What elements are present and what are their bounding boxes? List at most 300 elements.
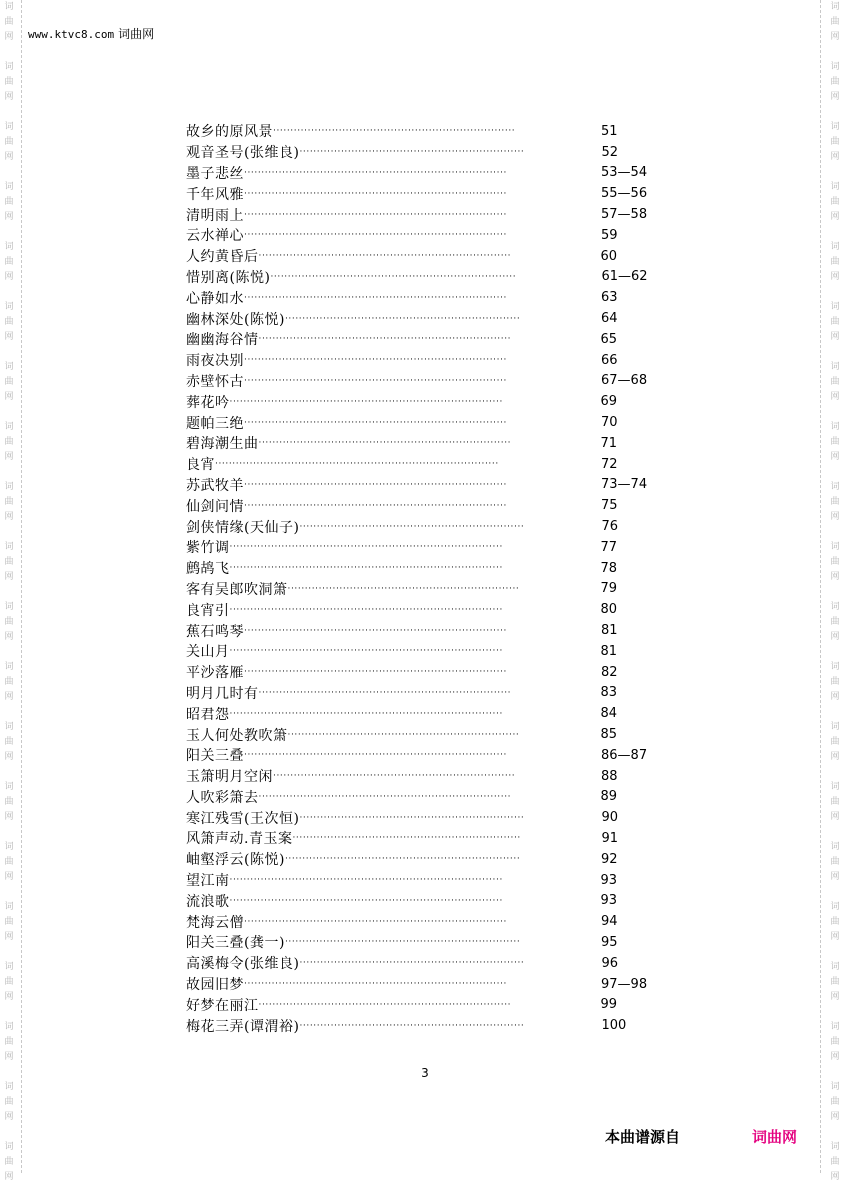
watermark-char: 词 [830,182,840,192]
toc-entry-title: 梅花三弄(谭渭裕) [186,1018,300,1035]
toc-entry[interactable] [186,890,666,911]
toc-dot-leader: ········································································· [258,438,512,449]
watermark-char: 词 [830,782,840,792]
watermark-char: 曲 [4,257,14,267]
toc-dot-leader: ············································································ [244,230,508,241]
watermark-char: 网 [4,392,14,402]
watermark-group [828,900,842,945]
toc-entry-page: 76 [601,519,618,535]
watermark-group [2,480,16,525]
toc-dot-leader: ································································· [299,812,525,823]
toc-dot-leader: ································································· [299,1020,525,1031]
toc-entry-title: 葬花吟 [186,394,230,411]
watermark-char: 词 [4,362,14,372]
toc-entry[interactable] [186,433,666,454]
left-margin-line [21,0,22,1173]
toc-dot-leader: ············································································ [244,625,508,636]
toc-entry-title: 千年风雅 [186,186,244,203]
watermark-char: 曲 [830,857,840,867]
watermark-char: 网 [4,212,14,222]
watermark-char: 词 [830,542,840,552]
watermark-char: 词 [830,662,840,672]
toc-dot-leader: ··································································· [287,583,520,594]
toc-dot-leader: ···································································· [284,313,521,324]
toc-entry-page: 72 [601,456,618,472]
toc-dot-leader: ···································································· [284,937,521,948]
toc-entry-page: 89 [600,789,618,805]
toc-entry[interactable] [186,620,666,641]
toc-entry-title: 阳关三叠 [186,748,244,765]
watermark-char: 网 [830,1052,840,1062]
toc-entry[interactable] [186,475,666,496]
toc-entry-page: 81 [601,623,618,639]
toc-dot-leader: ··············································································· [229,875,503,886]
toc-entry-page: 85 [600,727,618,742]
toc-dot-leader: ············································································ [244,500,508,511]
toc-dot-leader: ··············································································· [229,708,503,719]
toc-entry-title: 望江南 [186,873,230,890]
watermark-char: 曲 [830,1097,840,1107]
toc-entry-title: 清明雨上 [186,207,244,224]
watermark-char: 曲 [830,1037,840,1047]
watermark-char: 网 [4,572,14,582]
watermark-group [2,120,16,165]
toc-entry-page: 69 [600,394,618,410]
toc-entry[interactable] [186,911,666,932]
toc-entry[interactable] [186,849,666,870]
toc-entry[interactable] [186,204,666,225]
right-margin-line [820,0,821,1173]
toc-entry[interactable] [186,225,666,246]
watermark-group [2,60,16,105]
toc-entry-page: 93 [600,872,618,888]
watermark-char: 网 [4,92,14,102]
toc-entry-title: 故乡的原风景 [186,124,273,141]
watermark-char: 曲 [4,677,14,687]
toc-dot-leader: ·································································· [292,833,521,844]
watermark-char: 曲 [4,437,14,447]
watermark-char: 词 [830,242,840,252]
watermark-char: 网 [4,1172,14,1182]
toc-entry-page: 93 [600,893,618,909]
toc-entry-page: 66 [601,352,618,368]
toc-entry[interactable] [186,329,666,350]
toc-entry[interactable] [186,267,666,288]
toc-dot-leader: ············································································ [244,375,508,386]
toc-entry-page: 83 [600,685,618,701]
watermark-group [828,180,842,225]
toc-entry-title: 人约黄昏后 [186,249,259,266]
toc-entry-page: 60 [600,248,618,264]
toc-entry-title: 高溪梅令(张维良) [186,956,300,973]
toc-dot-leader: ············································································ [244,209,508,220]
toc-dot-leader: ············································································ [244,167,508,178]
toc-dot-leader: ············································································ [244,916,508,927]
watermark-group [828,120,842,165]
watermark-char: 曲 [830,617,840,627]
watermark-char: 网 [4,812,14,822]
toc-entry[interactable] [186,412,666,433]
toc-entry-title: 仙剑问情 [186,498,244,515]
toc-dot-leader: ··············································································· [229,396,503,407]
toc-entry-title: 云水禅心 [186,228,244,245]
watermark-group [2,960,16,1005]
watermark-char: 词 [4,1142,14,1152]
watermark-char: 曲 [4,197,14,207]
toc-entry-title: 蕉石鸣琴 [186,623,244,640]
watermark-char: 曲 [830,917,840,927]
watermark-char: 网 [830,992,840,1002]
watermark-char: 曲 [4,917,14,927]
toc-entry-title: 梵海云僧 [186,914,244,931]
toc-entry-title: 赤壁怀古 [186,373,244,390]
toc-entry[interactable] [186,495,666,516]
toc-entry-page: 59 [601,227,618,243]
watermark-char: 网 [830,872,840,882]
toc-entry[interactable] [186,683,666,704]
toc-entry-title: 好梦在丽江 [186,997,259,1014]
watermark-char: 曲 [4,857,14,867]
toc-entry[interactable] [186,599,666,620]
toc-entry-title: 幽幽海谷情 [186,332,259,349]
watermark-char: 词 [830,2,840,12]
watermark-char: 网 [4,512,14,522]
toc-entry-title: 良宵 [186,457,215,474]
toc-entry[interactable] [186,391,666,412]
watermark-char: 词 [4,962,14,972]
toc-dot-leader: ································································· [299,958,525,969]
toc-entry[interactable] [186,745,666,766]
toc-entry-page: 53—54 [601,165,648,181]
watermark-char: 网 [4,32,14,42]
watermark-group [2,660,16,705]
toc-entry-page: 64 [600,311,618,327]
watermark-char: 曲 [4,77,14,87]
toc-entry-title: 幽林深处(陈悦) [186,311,285,328]
toc-entry-page: 82 [601,664,618,680]
watermark-char: 曲 [830,977,840,987]
watermark-char: 网 [4,332,14,342]
watermark-group [828,720,842,765]
watermark-char: 网 [4,1052,14,1062]
watermark-char: 网 [830,632,840,642]
toc-entry-title: 平沙落雁 [186,665,244,682]
watermark-char: 词 [830,1022,840,1032]
watermark-char: 曲 [4,557,14,567]
toc-entry-title: 良宵引 [186,602,230,619]
toc-entry-page: 92 [600,851,618,867]
watermark-char: 网 [830,1172,840,1182]
watermark-group [828,660,842,705]
watermark-char: 网 [4,932,14,942]
watermark-char: 曲 [830,317,840,327]
toc-entry-page: 79 [600,581,618,597]
toc-entry[interactable] [186,183,666,204]
toc-entry-title: 人吹彩箫去 [186,789,259,806]
toc-entry-title: 观音圣号(张维良) [186,145,300,162]
watermark-char: 曲 [4,317,14,327]
left-watermark-strip [2,0,16,1182]
toc-entry-title: 流浪歌 [186,893,230,910]
toc-entry-page: 73—74 [601,477,648,493]
toc-entry-page: 91 [601,830,618,846]
toc-dot-leader: ········································································· [258,999,512,1010]
page-number: 3 [421,1066,429,1080]
watermark-char: 曲 [830,437,840,447]
table-of-contents [186,121,666,1036]
toc-entry[interactable] [186,641,666,662]
watermark-char: 词 [830,62,840,72]
watermark-char: 网 [830,32,840,42]
toc-dot-leader: ··············································································· [229,895,503,906]
watermark-group [2,360,16,405]
watermark-char: 网 [4,752,14,762]
watermark-group [2,900,16,945]
toc-entry-title: 关山月 [186,644,230,661]
toc-dot-leader: ······································································ [273,126,516,137]
toc-entry-title: 玉人何处教吹箫 [186,727,288,744]
watermark-group [828,300,842,345]
toc-entry[interactable] [186,974,666,995]
watermark-char: 曲 [830,17,840,27]
watermark-char: 词 [830,302,840,312]
watermark-group [828,540,842,585]
toc-dot-leader: ········································································· [258,251,512,262]
watermark-char: 曲 [830,1157,840,1167]
watermark-group [2,180,16,225]
toc-dot-leader: ··············································································· [229,563,503,574]
toc-entry[interactable] [186,807,666,828]
watermark-char: 词 [830,1082,840,1092]
toc-dot-leader: ············································································ [244,750,508,761]
toc-entry[interactable] [186,828,666,849]
watermark-group [828,420,842,465]
toc-entry[interactable] [186,703,666,724]
toc-entry-page: 67—68 [601,373,648,389]
toc-entry[interactable] [186,454,666,475]
watermark-char: 网 [830,692,840,702]
watermark-char: 网 [830,812,840,822]
toc-dot-leader: ············································································ [244,355,508,366]
toc-entry-page: 94 [601,914,618,930]
toc-entry[interactable] [186,870,666,891]
toc-dot-leader: ································································· [299,147,525,158]
toc-dot-leader: ··············································································· [229,646,503,657]
toc-entry[interactable] [186,246,666,267]
toc-entry[interactable] [186,724,666,745]
watermark-char: 词 [4,1022,14,1032]
watermark-char: 网 [4,872,14,882]
watermark-group [828,1080,842,1125]
toc-entry-page: 65 [600,331,618,347]
toc-entry-page: 86—87 [601,747,648,763]
watermark-char: 网 [830,392,840,402]
toc-entry[interactable] [186,163,666,184]
watermark-char: 词 [4,242,14,252]
toc-entry-page: 55—56 [601,186,648,202]
watermark-char: 网 [4,1112,14,1122]
toc-entry[interactable] [186,121,666,142]
watermark-char: 词 [830,362,840,372]
toc-entry[interactable] [186,1015,666,1036]
toc-entry-page: 90 [601,810,618,826]
watermark-char: 曲 [4,17,14,27]
toc-entry-title: 剑侠情缘(天仙子) [186,519,300,536]
toc-entry[interactable] [186,287,666,308]
toc-entry-page: 63 [601,290,618,306]
right-watermark-strip [828,0,842,1182]
toc-entry-page: 75 [601,498,618,514]
toc-entry[interactable] [186,558,666,579]
toc-dot-leader: ············································································ [244,292,508,303]
watermark-char: 曲 [830,737,840,747]
watermark-group [828,1020,842,1065]
watermark-group [2,600,16,645]
site-header [28,26,154,43]
toc-entry[interactable] [186,766,666,787]
watermark-group [828,60,842,105]
toc-entry[interactable] [186,537,666,558]
toc-dot-leader: ································································· [299,521,525,532]
watermark-char: 网 [830,332,840,342]
watermark-char: 曲 [830,677,840,687]
toc-dot-leader: ··································································· [287,729,520,740]
toc-entry[interactable] [186,371,666,392]
watermark-group [2,0,16,45]
toc-entry[interactable] [186,350,666,371]
toc-entry[interactable] [186,994,666,1015]
footer-source-label: 本曲谱源自 [605,1128,681,1146]
toc-entry-page: 57—58 [601,207,648,223]
watermark-char: 曲 [830,557,840,567]
watermark-char: 曲 [4,377,14,387]
watermark-group [2,840,16,885]
toc-entry-page: 100 [601,1018,627,1034]
watermark-char: 网 [830,452,840,462]
toc-entry-page: 80 [600,602,618,618]
watermark-char: 词 [830,122,840,132]
toc-entry-title: 明月几时有 [186,685,259,702]
watermark-group [2,540,16,585]
toc-entry[interactable] [186,516,666,537]
toc-entry-title: 风箫声动.青玉案 [186,831,293,848]
site-url[interactable]: www.ktvc8.com [28,28,115,41]
watermark-char: 词 [4,842,14,852]
toc-entry-page: 95 [600,934,618,950]
watermark-char: 词 [4,482,14,492]
toc-entry[interactable] [186,142,666,163]
toc-entry-page: 51 [601,123,618,139]
watermark-group [828,240,842,285]
site-name: 词曲网 [118,27,155,41]
watermark-group [2,240,16,285]
toc-entry-title: 雨夜决别 [186,353,244,370]
watermark-char: 曲 [4,1157,14,1167]
watermark-group [2,720,16,765]
toc-dot-leader: ············································································ [244,188,508,199]
watermark-char: 词 [4,602,14,612]
toc-entry-title: 岫壑浮云(陈悦) [186,852,285,869]
toc-entry-page: 61—62 [601,269,648,285]
watermark-char: 曲 [4,977,14,987]
toc-entry-page: 97—98 [601,976,648,992]
watermark-char: 词 [830,1142,840,1152]
toc-entry[interactable] [186,953,666,974]
watermark-char: 词 [4,302,14,312]
toc-entry-title: 玉箫明月空闲 [186,769,273,786]
toc-entry-title: 阳关三叠(龚一) [186,935,285,952]
toc-dot-leader: ········································································· [258,687,512,698]
watermark-char: 网 [830,212,840,222]
toc-dot-leader: ······································································ [273,771,516,782]
toc-entry[interactable] [186,579,666,600]
toc-entry-page: 71 [600,435,618,451]
watermark-char: 网 [4,632,14,642]
toc-entry[interactable] [186,787,666,808]
watermark-group [2,780,16,825]
toc-dot-leader: ············································································ [244,667,508,678]
watermark-char: 网 [830,272,840,282]
toc-dot-leader: ········································································· [258,334,512,345]
watermark-char: 曲 [830,257,840,267]
watermark-char: 网 [4,692,14,702]
toc-entry-page: 88 [601,768,618,784]
watermark-char: 曲 [4,1097,14,1107]
watermark-char: 词 [830,482,840,492]
watermark-char: 网 [830,512,840,522]
watermark-char: 词 [4,722,14,732]
toc-entry[interactable] [186,932,666,953]
toc-dot-leader: ············································································ [244,417,508,428]
toc-entry[interactable] [186,662,666,683]
watermark-char: 词 [4,902,14,912]
toc-entry-page: 84 [600,706,618,722]
toc-dot-leader: ··············································································· [229,542,503,553]
watermark-group [828,0,842,45]
toc-entry-title: 昭君怨 [186,706,230,723]
watermark-group [2,1140,16,1185]
watermark-group [828,1140,842,1185]
watermark-char: 词 [830,902,840,912]
watermark-char: 词 [4,2,14,12]
watermark-char: 词 [4,182,14,192]
toc-entry-title: 心静如水 [186,290,244,307]
toc-dot-leader: ·················································································· [215,459,499,470]
watermark-char: 词 [4,542,14,552]
toc-entry-page: 99 [600,997,618,1013]
watermark-char: 曲 [830,137,840,147]
watermark-char: 网 [4,992,14,1002]
watermark-char: 曲 [830,197,840,207]
watermark-char: 网 [830,152,840,162]
watermark-char: 曲 [4,1037,14,1047]
toc-dot-leader: ········································································· [258,791,512,802]
toc-entry-title: 紫竹调 [186,540,230,557]
toc-entry-title: 墨子悲丝 [186,165,244,182]
toc-entry-page: 81 [600,643,618,659]
toc-dot-leader: ············································································ [244,979,508,990]
toc-entry-title: 客有吴郎吹洞箫 [186,581,288,598]
toc-entry-title: 寒江残雪(王次恒) [186,810,300,827]
watermark-char: 曲 [4,797,14,807]
toc-entry[interactable] [186,308,666,329]
watermark-char: 词 [4,122,14,132]
watermark-char: 曲 [4,617,14,627]
footer-brand[interactable]: 词曲网 [752,1128,798,1146]
watermark-char: 词 [830,722,840,732]
watermark-char: 曲 [830,497,840,507]
watermark-char: 曲 [4,137,14,147]
